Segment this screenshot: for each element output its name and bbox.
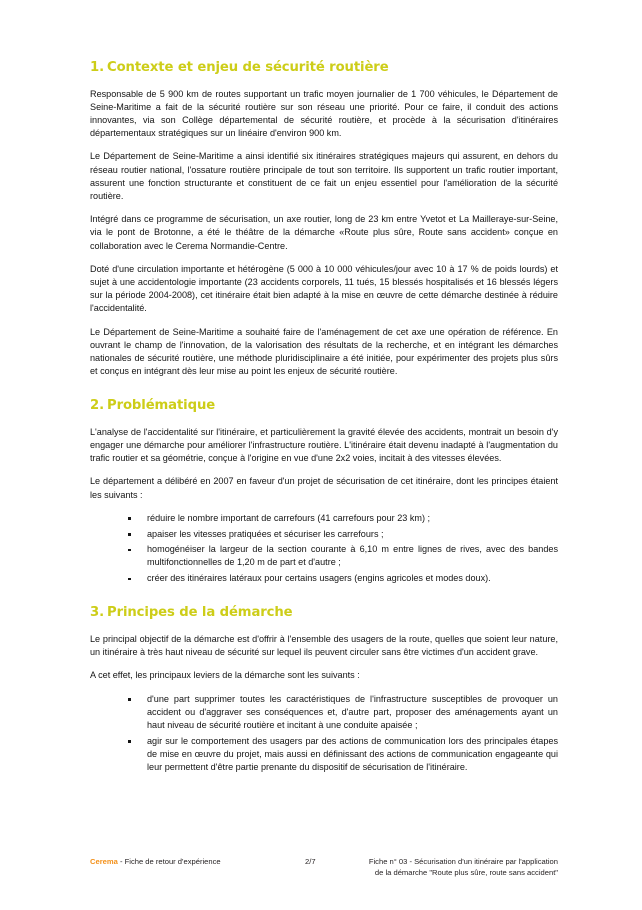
footer-subtitle: - Fiche de retour d'expérience — [117, 857, 221, 866]
section-title-3: Principes de la démarche — [107, 605, 293, 621]
section-title-1: Contexte et enjeu de sécurité routière — [107, 60, 389, 75]
paragraph: Intégré dans ce programme de sécurisation, un axe routier, long de 23 km entre Yvetot et La Mailleraye-sur-Seine, via le pont de Brotonne, a été le théâtre de la démarche «Route plus sûre, Route sans accident» conçue en collaboration avec le Cerema Normandie-Centre. — [90, 214, 558, 251]
list-item: apaiser les vitesses pratiquées et sécuriser les carrefours ; — [90, 528, 558, 541]
paragraph: L'analyse de l'accidentalité sur l'itinéraire, et particulièrement la gravité élevée des accidents, montrait un besoin d'y engager une démarche pour améliorer l'infrastructure routière. L'itinéraire était devenu inadapté à l'augmentation du trafic routier et sa géométrie, conçue à l'origine en vue d'une 2x2 voies, incitait à des vitesses élevées. — [90, 426, 558, 464]
document-content — [90, 60, 558, 784]
paragraph: Doté d'une circulation importante et hétérogène (5 000 à 10 000 véhicules/jour avec 10 à 17 % de poids lourds) et sujet à une accidentologie importante (23 accidents corporels, 11 tués, 15 blessés hospitalisés et 16 blessés légers sur la période 2004-2008), cet itinéraire était bien adapté à la mise en œuvre de cette démarche destinée à réduire l'accidentalité. — [90, 263, 558, 314]
footer-doc-title-line1: Fiche n° 03 - Sécurisation d'un itinéraire par l'application — [368, 857, 558, 866]
paragraph: Le Département de Seine-Maritime a ainsi identifié six itinéraires stratégiques majeurs qui assurent, en dehors du réseau routier national, l'ossature routière principale de tout son territoire. Ils supportent un trafic routier important, assurent une fonction structurante et constituent de ce fait un enjeu essentiel pour l'amélioration de la sécurité routière. — [90, 151, 558, 201]
section-number-1: 1. — [90, 60, 104, 75]
section-title-2: Problématique — [107, 398, 216, 414]
list-item: d'une part supprimer toutes les caractéristiques de l'infrastructure susceptibles de provoquer un accident ou d'aggraver ses conséquences et, d'autre part, proposer des aménagements ayant un haut niveau de sécurité routière et incitant à une conduite apaisée ; — [90, 693, 558, 733]
paragraph: Responsable de 5 900 km de routes supportant un trafic moyen journalier de 1 700 véhicules, le Département de Seine-Maritime a fait de la sécurité routière sur son réseau une priorité. Pour ce faire, il conduit des actions innovantes, via son Collège départemental de sécurité routière, et procède à la sécurisation d'itinéraires départementaux stratégiques sur un linéaire d'environ 900 km. — [90, 88, 558, 139]
list-item: homogénéiser la largeur de la section courante à 6,10 m entre lignes de rives, avec des bandes multifonctionnelles de 1,20 m de part et d'autre ; — [90, 543, 558, 569]
paragraph: Le principal objectif de la démarche est d'offrir à l'ensemble des usagers de la route, quelles que soient leur nature, un itinéraire à très haut niveau de sécurité sur lequel ils peuvent circuler sans être victimes d'un accident grave. — [90, 633, 558, 658]
section-contexte — [90, 60, 558, 378]
section-principes — [90, 605, 558, 774]
list-item: créer des itinéraires latéraux pour certains usagers (engins agricoles et modes doux). — [90, 572, 558, 585]
paragraph: A cet effet, les principaux leviers de la démarche sont les suivants : — [90, 670, 360, 681]
footer-doc-title-line2: de la démarche "Route plus sûre, route sans accident" — [374, 868, 558, 877]
list-item: réduire le nombre important de carrefours (41 carrefours pour 23 km) ; — [90, 512, 558, 525]
paragraph: Le département a délibéré en 2007 en faveur d'un projet de sécurisation de cet itinéraire, dont les principes étaient les suivants : — [90, 476, 558, 500]
page-number: 2/7 — [305, 857, 316, 866]
footer-left — [90, 856, 305, 867]
bullet-list-principes — [90, 693, 558, 775]
section-number-2: 2. — [90, 398, 104, 414]
section-problematique — [90, 398, 558, 585]
bullet-list-problematique — [90, 512, 558, 586]
section-heading-2 — [90, 398, 558, 415]
cerema-logo-text: Cerema — [90, 857, 118, 866]
footer-right — [357, 856, 558, 878]
section-heading-1 — [90, 60, 558, 77]
paragraph: Le Département de Seine-Maritime a souhaité faire de l'aménagement de cet axe une opération de référence. En ouvrant le champ de l'innovation, de la valorisation des résultats de la recherche, et en intégrant les démarches nationales de sécurité routière, une méthode pluridisciplinaire a été initiée, pour expérimenter des projets plus sûrs et conçus en intégrant dès leur mise au point les enjeux de sécurité routière. — [90, 326, 558, 377]
list-item: agir sur le comportement des usagers par des actions de communication lors des principales étapes de mise en œuvre du projet, mais aussi en définissant des actions de communication engageante qui leur permettent d'être partie prenante du dispositif de sécurisation de l'itinéraire. — [90, 735, 558, 775]
section-number-3: 3. — [90, 605, 104, 621]
section-heading-3 — [90, 605, 558, 622]
page-footer — [90, 856, 558, 878]
